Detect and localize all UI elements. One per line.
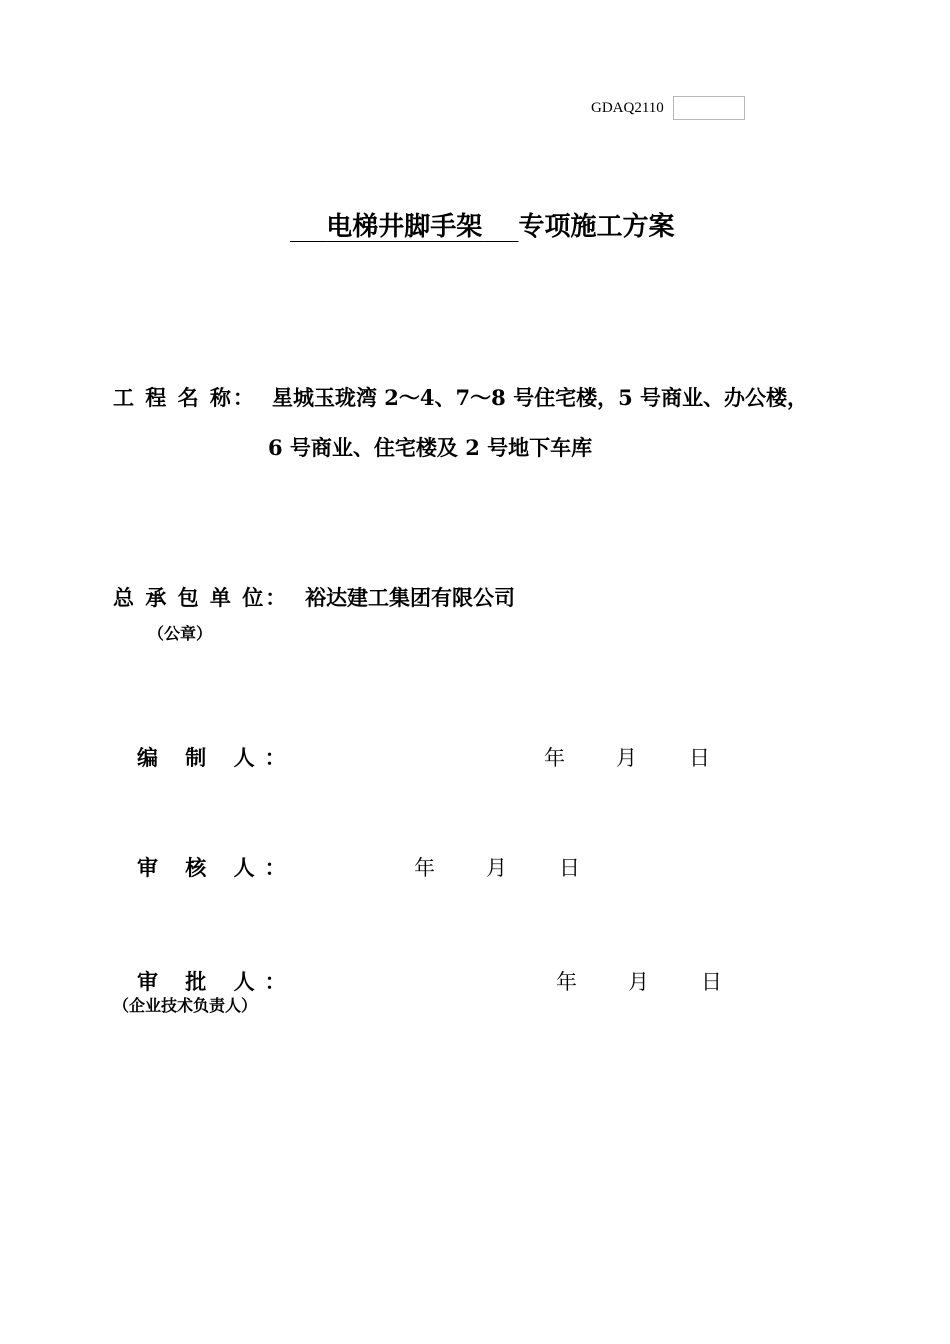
approver-date-year: 年	[556, 970, 577, 994]
reviewer-date-month: 月	[486, 856, 507, 880]
document-code-box[interactable]	[673, 96, 745, 120]
seal-note: （公章）	[148, 624, 213, 643]
title-subject-text: 电梯井脚手架	[326, 212, 483, 242]
document-code: GDAQ2110	[591, 100, 664, 116]
page-title	[290, 206, 674, 243]
approver-date-day: 日	[701, 970, 722, 994]
approver-note: （企业技术负责人）	[113, 996, 258, 1015]
project-name-label: 工 程 名 称：	[113, 385, 256, 410]
compiler-label: 编 制 人：	[137, 745, 296, 770]
project-name-value-line1: 星城玉珑湾 2～4、7～8 号住宅楼，5 号商业、办公楼，	[272, 385, 808, 410]
title-blank-before	[290, 212, 326, 242]
compiler-date-year: 年	[544, 746, 565, 770]
contractor-value: 裕达建工集团有限公司	[305, 585, 515, 610]
project-name-value-line2: 6 号商业、住宅楼及 2 号地下车库	[268, 435, 593, 460]
compiler-date-month: 月	[616, 746, 637, 770]
approver-label: 审 批 人：	[137, 969, 296, 994]
title-subject	[290, 212, 518, 242]
approver-date-month: 月	[628, 970, 649, 994]
title-blank-after	[482, 212, 518, 242]
compiler-date-day: 日	[689, 746, 710, 770]
reviewer-date-day: 日	[559, 856, 580, 880]
reviewer-label: 审 核 人：	[137, 855, 296, 880]
contractor-label: 总 承 包 单 位：	[113, 585, 289, 610]
reviewer-date-year: 年	[414, 856, 435, 880]
title-tail: 专项施工方案	[518, 212, 675, 242]
